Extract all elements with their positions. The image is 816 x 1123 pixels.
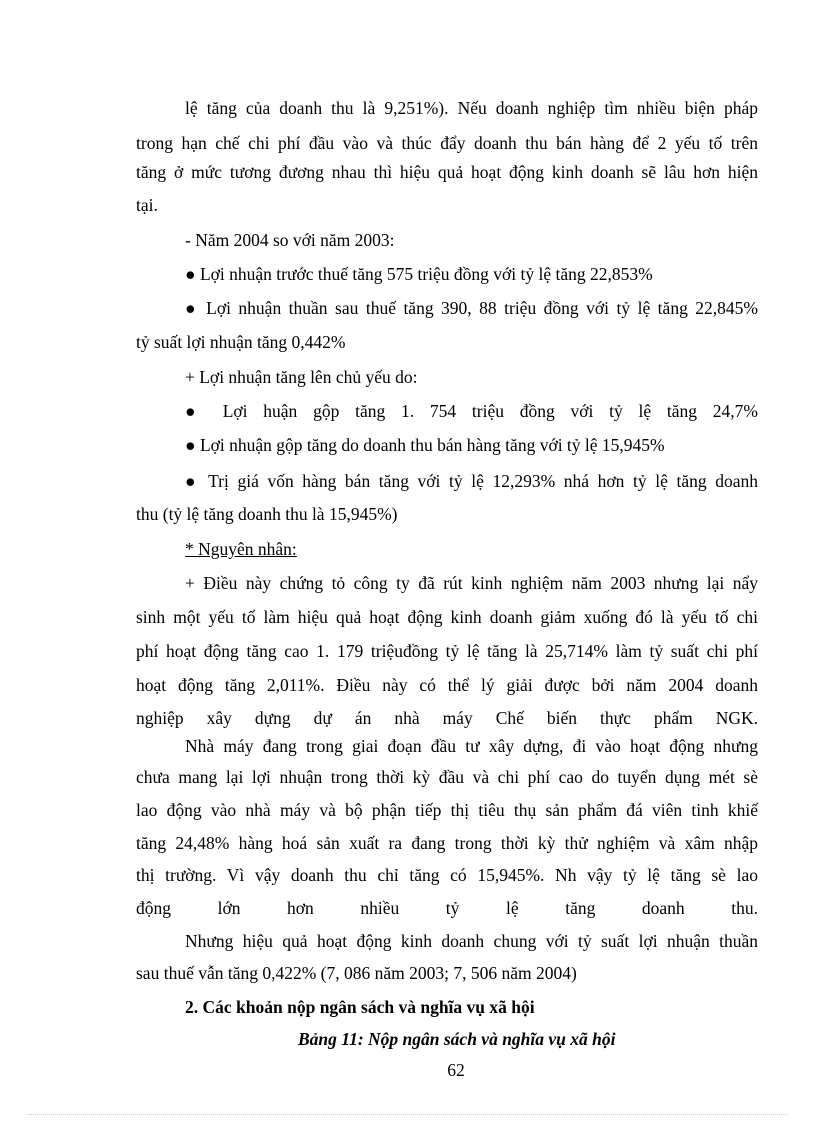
text-line: sau thuế vẫn tăng 0,422% (7, 086 năm 2003; 7, 506 năm 2004)	[136, 963, 577, 983]
text-line: tăng ở mức tương đương nhau thì hiệu quả hoạt động kinh doanh sẽ lâu hơn hiện	[136, 162, 758, 182]
text-line: tăng 24,48% hàng hoá sản xuất ra đang trong thời kỳ thử nghiệm và xâm nhập	[136, 833, 758, 853]
text-line: lao động vào nhà máy và bộ phận tiếp thị tiêu thụ sản phẩm đá viên tinh khiế	[136, 800, 758, 820]
table-caption: Bảng 11: Nộp ngân sách và nghĩa vụ xã hội	[298, 1029, 616, 1049]
page-edge-divider	[28, 1114, 788, 1115]
subheading-cause: * Nguyên nhân:	[185, 539, 297, 559]
bullet-item: ● Lợi huận gộp tăng 1. 754 triệu đồng với tỷ lệ tăng 24,7%	[185, 401, 758, 421]
text-line: + Lợi nhuận tăng lên chủ yếu do:	[185, 367, 418, 387]
text-line: thị trường. Vì vậy doanh thu chỉ tăng có 15,945%. Nh vậy tỷ lệ tăng sè lao	[136, 865, 758, 885]
bullet-item: ● Lợi nhuận gộp tăng do doanh thu bán hàng tăng với tỷ lệ 15,945%	[185, 435, 665, 455]
text-line: Nhưng hiệu quả hoạt động kinh doanh chung với tỷ suất lợi nhuận thuần	[185, 931, 758, 951]
text-line: Nhà máy đang trong giai đoạn đầu tư xây dựng, đi vào hoạt động nhưng	[185, 736, 758, 756]
text-line: + Điều này chứng tỏ công ty đã rút kinh nghiệm năm 2003 nhưng lại nẩy	[185, 573, 758, 593]
text-line: trong hạn chế chi phí đầu vào và thúc đẩy doanh thu bán hàng để 2 yếu tố trên	[136, 133, 758, 153]
text-line: phí hoạt động tăng cao 1. 179 triệuđồng tỷ lệ tăng là 25,714% làm tỷ suất chi phí	[136, 641, 758, 661]
text-line: - Năm 2004 so với năm 2003:	[185, 230, 395, 250]
bullet-item: ● Trị giá vốn hàng bán tăng với tỷ lệ 12,293% nhá hơn tỷ lệ tăng doanh	[185, 471, 758, 491]
text-line: sinh một yếu tố làm hiệu quả hoạt động kinh doanh giảm xuống đó là yếu tố chi	[136, 607, 758, 627]
text-line: tỷ suất lợi nhuận tăng 0,442%	[136, 332, 346, 352]
text-line: động lớn hơn nhiều tỷ lệ tăng doanh thu.	[136, 898, 758, 918]
page-number: 62	[447, 1060, 465, 1080]
text-line: lệ tăng của doanh thu là 9,251%). Nếu doanh nghiệp tìm nhiều biện pháp	[185, 98, 758, 118]
text-line: nghiệp xây dựng dự án nhà máy Chế biến thực phẩm NGK.	[136, 708, 758, 728]
text-line: thu (tỷ lệ tăng doanh thu là 15,945%)	[136, 504, 398, 524]
text-line: chưa mang lại lợi nhuận trong thời kỳ đầu và chi phí cao do tuyển dụng mét sè	[136, 767, 758, 787]
bullet-item: ● Lợi nhuận thuần sau thuế tăng 390, 88 triệu đồng với tỷ lệ tăng 22,845%	[185, 298, 758, 318]
text-line: hoạt động tăng 2,011%. Điều này có thể lý giải được bởi năm 2004 doanh	[136, 675, 758, 695]
text-line: tại.	[136, 195, 158, 215]
bullet-item: ● Lợi nhuận trước thuế tăng 575 triệu đồng với tỷ lệ tăng 22,853%	[185, 264, 653, 284]
section-heading: 2. Các khoản nộp ngân sách và nghĩa vụ xã hội	[185, 997, 535, 1017]
